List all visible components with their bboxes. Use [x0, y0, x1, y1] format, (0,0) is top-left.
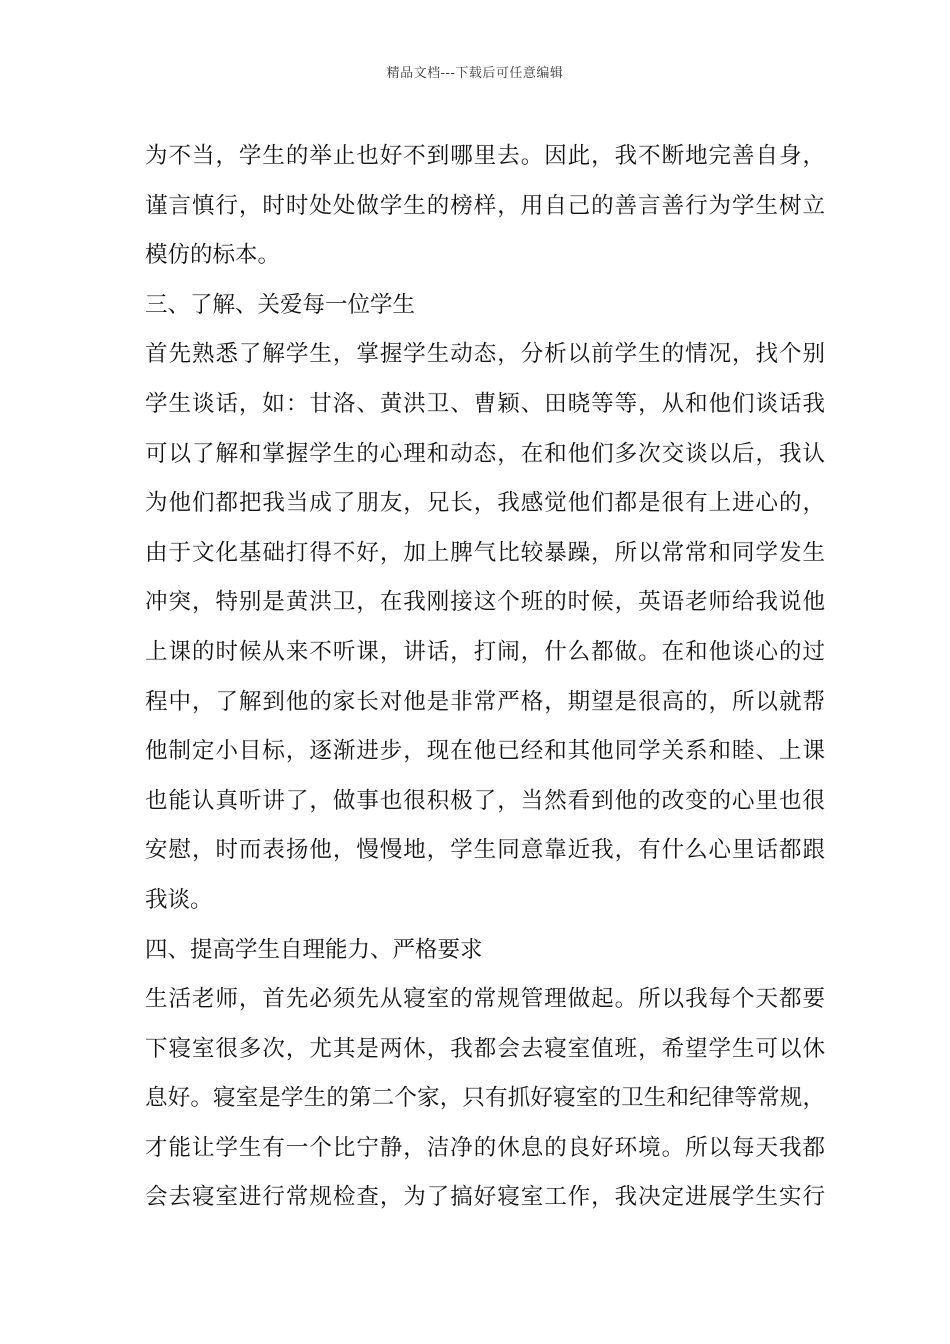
page-header: 精品文档---下载后可任意编辑: [386, 66, 564, 81]
text-line: 才能让学生有一个比宁静，洁净的休息的良好环境。所以每天我都: [145, 1134, 825, 1161]
text-line: 他制定小目标，逐渐进步，现在他已经和其他同学关系和睦、上课: [145, 738, 825, 765]
text-line: 我谈。: [145, 886, 213, 913]
text-line: 息好。寝室是学生的第二个家，只有抓好寝室的卫生和纪律等常规，: [145, 1085, 825, 1112]
text-line: 生活老师，首先必须先从寝室的常规管理做起。所以我每个天都要: [145, 986, 825, 1013]
text-line: 也能认真听讲了，做事也很积极了，当然看到他的改变的心里也很: [145, 787, 825, 814]
text-line: 上课的时候从来不听课，讲话，打闹，什么都做。在和他谈心的过: [145, 638, 825, 665]
text-line: 三、了解、关爱每一位学生: [145, 291, 416, 318]
text-line: 安慰，时而表扬他，慢慢地，学生同意靠近我，有什么心里话都跟: [145, 837, 825, 864]
text-line: 为他们都把我当成了朋友，兄长，我感觉他们都是很有上进心的，: [145, 490, 825, 517]
text-line: 四、提高学生自理能力、严格要求: [145, 936, 483, 963]
text-line: 由于文化基础打得不好，加上脾气比较暴躁，所以常常和同学发生: [145, 539, 825, 566]
document-body: [145, 132, 825, 1223]
text-line: 谨言慎行，时时处处做学生的榜样，用自己的善言善行为学生树立: [145, 192, 825, 219]
text-line: 下寝室很多次，尤其是两休，我都会去寝室值班，希望学生可以休: [145, 1035, 825, 1062]
text-line: 会去寝室进行常规检查，为了搞好寝室工作，我决定进展学生实行: [145, 1184, 825, 1211]
text-line: 可以了解和掌握学生的心理和动态，在和他们多次交谈以后，我认: [145, 440, 825, 467]
text-line: 首先熟悉了解学生，掌握学生动态，分析以前学生的情况，找个别: [145, 341, 825, 368]
text-line: 学生谈话，如：甘洛、黄洪卫、曹颖、田晓等等，从和他们谈话我: [145, 390, 825, 417]
text-line: 冲突，特别是黄洪卫，在我刚接这个班的时候，英语老师给我说他: [145, 589, 825, 616]
text-line: 模仿的标本。: [145, 242, 281, 269]
text-line: 程中，了解到他的家长对他是非常严格，期望是很高的，所以就帮: [145, 688, 825, 715]
text-line: 为不当，学生的举止也好不到哪里去。因此，我不断地完善自身，: [145, 143, 825, 169]
